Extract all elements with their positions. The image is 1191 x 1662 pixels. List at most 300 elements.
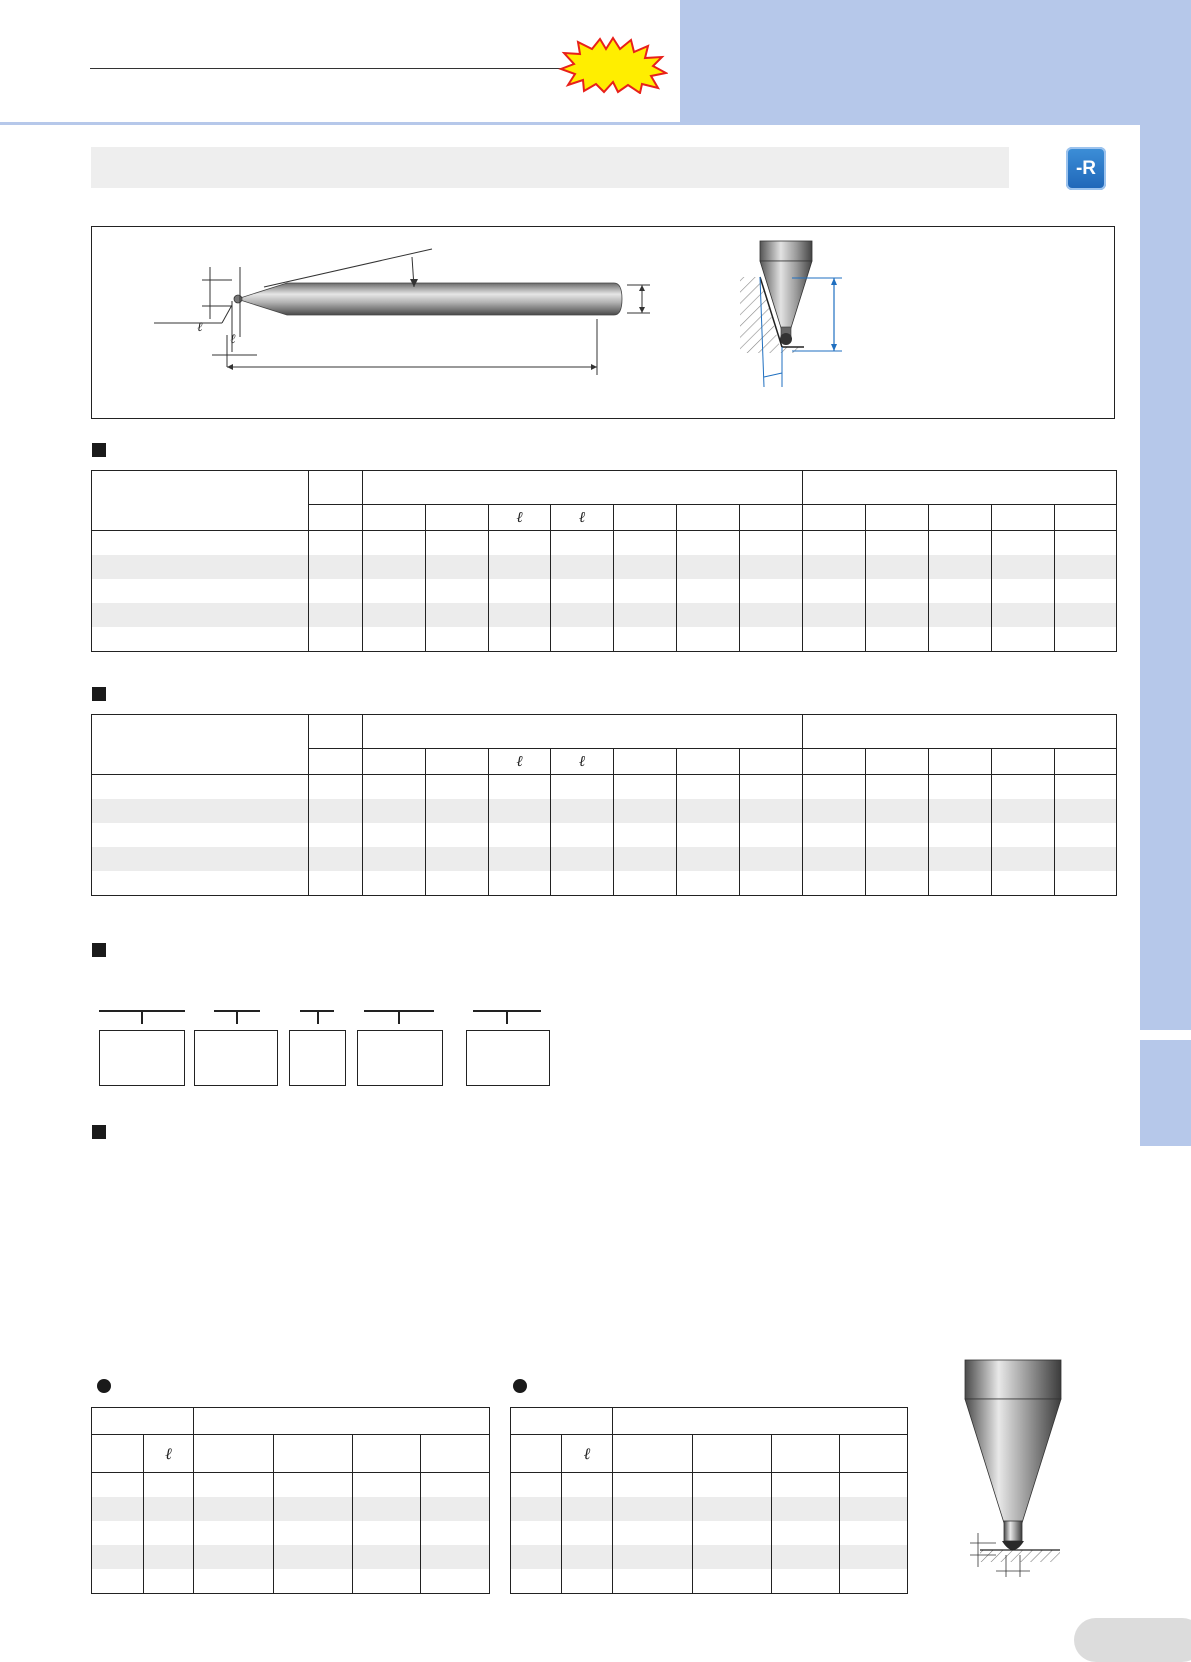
table-row bbox=[511, 1545, 908, 1569]
table-cell bbox=[992, 871, 1055, 896]
table-cell bbox=[693, 1569, 772, 1594]
conditions-sub-header bbox=[92, 1435, 144, 1473]
sub-header bbox=[363, 505, 426, 531]
table-cell bbox=[309, 871, 363, 896]
conditions-sub-header bbox=[772, 1435, 840, 1473]
table-cell bbox=[562, 1521, 613, 1545]
length-symbol-upper: ℓ bbox=[197, 320, 203, 335]
code-segment-tick bbox=[236, 1010, 238, 1024]
table-cell bbox=[740, 871, 803, 896]
conditions-sub-header bbox=[194, 1435, 274, 1473]
table-cell bbox=[363, 775, 426, 800]
table-cell bbox=[740, 579, 803, 603]
sub-header-length: ℓ bbox=[489, 505, 551, 531]
conditions-sub-header bbox=[421, 1435, 490, 1473]
table-cell bbox=[772, 1521, 840, 1545]
header-accent-panel bbox=[680, 0, 1191, 124]
table-cell bbox=[144, 1545, 194, 1569]
table-cell bbox=[614, 799, 677, 823]
conditions-bullet-1 bbox=[97, 1379, 111, 1393]
table-cell bbox=[194, 1521, 274, 1545]
table-cell bbox=[840, 1521, 908, 1545]
table-cell bbox=[803, 799, 866, 823]
table-cell bbox=[92, 799, 309, 823]
table-cell bbox=[353, 1521, 421, 1545]
table-cell bbox=[803, 823, 866, 847]
code-segment-box bbox=[99, 1030, 185, 1086]
table-cell bbox=[866, 531, 929, 556]
table-cell bbox=[562, 1569, 613, 1594]
table-cell bbox=[840, 1545, 908, 1569]
table-cell bbox=[929, 823, 992, 847]
product-title-bar bbox=[91, 147, 1009, 188]
table-cell bbox=[489, 531, 551, 556]
code-segment-tick bbox=[141, 1010, 143, 1024]
table-cell bbox=[144, 1521, 194, 1545]
col-header-product bbox=[92, 715, 309, 775]
header-underline bbox=[0, 122, 1140, 125]
table-cell bbox=[803, 555, 866, 579]
table-cell bbox=[426, 627, 489, 652]
table-cell bbox=[309, 823, 363, 847]
sub-header bbox=[363, 749, 426, 775]
table-cell bbox=[511, 1569, 562, 1594]
table-cell bbox=[551, 799, 614, 823]
table-cell bbox=[929, 799, 992, 823]
table-cell bbox=[677, 799, 740, 823]
table-cell bbox=[489, 775, 551, 800]
code-segment-tick bbox=[398, 1010, 400, 1024]
section-marker-1 bbox=[92, 443, 106, 457]
col-header-stock bbox=[309, 715, 363, 749]
table-cell bbox=[992, 579, 1055, 603]
sub-header bbox=[866, 505, 929, 531]
table-cell bbox=[363, 603, 426, 627]
table-cell bbox=[992, 555, 1055, 579]
table-cell bbox=[772, 1545, 840, 1569]
table-cell bbox=[693, 1545, 772, 1569]
table-cell bbox=[1055, 871, 1117, 896]
table-cell bbox=[803, 847, 866, 871]
table-cell bbox=[194, 1497, 274, 1521]
table-row bbox=[92, 1545, 490, 1569]
sub-header bbox=[803, 749, 866, 775]
table-cell bbox=[551, 823, 614, 847]
table-cell bbox=[677, 531, 740, 556]
table-cell bbox=[511, 1545, 562, 1569]
conditions-group-header bbox=[613, 1408, 908, 1435]
conditions-sub-header bbox=[353, 1435, 421, 1473]
table-cell bbox=[866, 603, 929, 627]
table-cell bbox=[489, 799, 551, 823]
table-cell bbox=[363, 531, 426, 556]
table-cell bbox=[1055, 627, 1117, 652]
code-segment-tick bbox=[317, 1010, 319, 1024]
side-index-tab-secondary[interactable] bbox=[1140, 1040, 1191, 1146]
table-row bbox=[511, 1473, 908, 1498]
table-cell bbox=[421, 1569, 490, 1594]
table-cell bbox=[677, 555, 740, 579]
table-cell bbox=[866, 775, 929, 800]
sub-header bbox=[426, 749, 489, 775]
table-cell bbox=[693, 1497, 772, 1521]
side-index-tab[interactable] bbox=[1140, 124, 1191, 1030]
table-cell bbox=[309, 775, 363, 800]
new-badge-starburst bbox=[558, 36, 668, 94]
table-row bbox=[92, 579, 1117, 603]
spec-table-1 bbox=[91, 470, 1117, 652]
table-cell bbox=[426, 603, 489, 627]
table-cell bbox=[421, 1473, 490, 1498]
table-cell bbox=[363, 627, 426, 652]
table-cell bbox=[551, 775, 614, 800]
table-cell bbox=[677, 627, 740, 652]
sub-header bbox=[992, 749, 1055, 775]
table-cell bbox=[309, 531, 363, 556]
table-cell bbox=[740, 799, 803, 823]
table-cell bbox=[92, 775, 309, 800]
table-cell bbox=[426, 871, 489, 896]
table-row bbox=[92, 1569, 490, 1594]
table-cell bbox=[613, 1569, 693, 1594]
table-cell bbox=[426, 799, 489, 823]
table-cell bbox=[562, 1497, 613, 1521]
sub-header bbox=[740, 505, 803, 531]
sub-header-length: ℓ bbox=[551, 749, 614, 775]
spec-table-1-body bbox=[92, 531, 1117, 652]
code-segment-box bbox=[289, 1030, 346, 1086]
coating-badge-label: -R bbox=[1075, 158, 1097, 179]
table-cell bbox=[92, 555, 309, 579]
table-cell bbox=[1055, 603, 1117, 627]
sub-header bbox=[614, 505, 677, 531]
table-cell bbox=[562, 1473, 613, 1498]
table-cell bbox=[551, 603, 614, 627]
table-row bbox=[92, 871, 1117, 896]
table-cell bbox=[613, 1497, 693, 1521]
table-cell bbox=[693, 1521, 772, 1545]
table-cell bbox=[92, 603, 309, 627]
page-number-pill bbox=[1074, 1618, 1191, 1662]
table-row bbox=[92, 627, 1117, 652]
table-cell bbox=[803, 579, 866, 603]
table-cell bbox=[929, 627, 992, 652]
sub-header bbox=[740, 749, 803, 775]
table-cell bbox=[677, 847, 740, 871]
table-cell bbox=[309, 799, 363, 823]
spec-table-2 bbox=[91, 714, 1117, 896]
conditions-table-1 bbox=[91, 1407, 490, 1594]
table-cell bbox=[614, 871, 677, 896]
tool-dimension-drawing bbox=[92, 227, 1114, 418]
table-cell bbox=[614, 603, 677, 627]
sub-header bbox=[992, 505, 1055, 531]
table-cell bbox=[92, 579, 309, 603]
table-cell bbox=[363, 847, 426, 871]
table-row bbox=[92, 1473, 490, 1498]
table-cell bbox=[551, 871, 614, 896]
table-cell bbox=[613, 1545, 693, 1569]
col-group-dimensions bbox=[363, 471, 803, 505]
conditions-table-2 bbox=[510, 1407, 908, 1594]
table-cell bbox=[1055, 799, 1117, 823]
table-cell bbox=[740, 823, 803, 847]
table-cell bbox=[992, 603, 1055, 627]
table-cell bbox=[92, 1521, 144, 1545]
table-cell bbox=[613, 1521, 693, 1545]
table-cell bbox=[1055, 555, 1117, 579]
table-cell bbox=[363, 579, 426, 603]
table-cell bbox=[1055, 847, 1117, 871]
table-cell bbox=[840, 1497, 908, 1521]
table-cell bbox=[363, 823, 426, 847]
table-cell bbox=[929, 555, 992, 579]
table-cell bbox=[740, 531, 803, 556]
table-cell bbox=[929, 847, 992, 871]
table-cell bbox=[92, 1545, 144, 1569]
col-group-availability bbox=[803, 471, 1117, 505]
table-cell bbox=[489, 823, 551, 847]
table-cell bbox=[614, 823, 677, 847]
table-row bbox=[92, 531, 1117, 556]
col-header-product bbox=[92, 471, 309, 531]
table-cell bbox=[511, 1473, 562, 1498]
table-cell bbox=[803, 775, 866, 800]
table-cell bbox=[92, 823, 309, 847]
table-cell bbox=[363, 799, 426, 823]
section-marker-2 bbox=[92, 687, 106, 701]
table-cell bbox=[693, 1473, 772, 1498]
conditions-table-1-body bbox=[92, 1473, 490, 1594]
tool-tip-illustration bbox=[960, 1355, 1090, 1595]
table-cell bbox=[421, 1521, 490, 1545]
table-cell bbox=[992, 823, 1055, 847]
table-cell bbox=[421, 1545, 490, 1569]
table-cell bbox=[92, 531, 309, 556]
table-cell bbox=[144, 1473, 194, 1498]
table-cell bbox=[144, 1497, 194, 1521]
table-cell bbox=[274, 1473, 353, 1498]
table-cell bbox=[840, 1569, 908, 1594]
sub-header-length: ℓ bbox=[551, 505, 614, 531]
sub-header bbox=[309, 505, 363, 531]
sub-header bbox=[803, 505, 866, 531]
table-row bbox=[92, 1521, 490, 1545]
table-row bbox=[92, 775, 1117, 800]
sub-header bbox=[929, 505, 992, 531]
table-cell bbox=[992, 775, 1055, 800]
conditions-group-header bbox=[92, 1408, 194, 1435]
col-group-dimensions bbox=[363, 715, 803, 749]
table-cell bbox=[426, 775, 489, 800]
table-cell bbox=[511, 1521, 562, 1545]
table-cell bbox=[772, 1497, 840, 1521]
table-cell bbox=[803, 531, 866, 556]
table-cell bbox=[489, 555, 551, 579]
conditions-sub-header bbox=[274, 1435, 353, 1473]
table-cell bbox=[740, 775, 803, 800]
code-segment-tick bbox=[506, 1010, 508, 1024]
sub-header bbox=[677, 749, 740, 775]
table-cell bbox=[309, 603, 363, 627]
table-cell bbox=[866, 799, 929, 823]
table-row bbox=[92, 1497, 490, 1521]
table-cell bbox=[353, 1497, 421, 1521]
table-cell bbox=[740, 555, 803, 579]
table-cell bbox=[866, 871, 929, 896]
table-cell bbox=[363, 871, 426, 896]
table-cell bbox=[992, 799, 1055, 823]
tool-cone-detail-view bbox=[740, 241, 842, 387]
sub-header bbox=[1055, 505, 1117, 531]
table-cell bbox=[866, 555, 929, 579]
table-cell bbox=[194, 1473, 274, 1498]
table-cell bbox=[426, 579, 489, 603]
conditions-sub-header bbox=[613, 1435, 693, 1473]
table-cell bbox=[92, 627, 309, 652]
tool-side-view bbox=[154, 249, 650, 375]
table-cell bbox=[551, 847, 614, 871]
table-cell bbox=[803, 603, 866, 627]
conditions-sub-header-length: ℓ bbox=[562, 1435, 613, 1473]
table-row bbox=[92, 603, 1117, 627]
table-row bbox=[92, 847, 1117, 871]
table-cell bbox=[614, 555, 677, 579]
table-cell bbox=[551, 579, 614, 603]
table-cell bbox=[614, 531, 677, 556]
table-cell bbox=[677, 823, 740, 847]
table-cell bbox=[489, 603, 551, 627]
table-cell bbox=[274, 1545, 353, 1569]
table-cell bbox=[677, 871, 740, 896]
table-cell bbox=[1055, 579, 1117, 603]
conditions-sub-header bbox=[693, 1435, 772, 1473]
col-header-stock bbox=[309, 471, 363, 505]
table-cell bbox=[929, 871, 992, 896]
table-cell bbox=[363, 555, 426, 579]
table-cell bbox=[144, 1569, 194, 1594]
table-cell bbox=[803, 871, 866, 896]
table-cell bbox=[866, 823, 929, 847]
table-cell bbox=[194, 1545, 274, 1569]
table-cell bbox=[309, 847, 363, 871]
sub-header bbox=[309, 749, 363, 775]
table-cell bbox=[614, 847, 677, 871]
section-marker-3 bbox=[92, 943, 106, 957]
table-cell bbox=[92, 1497, 144, 1521]
table-cell bbox=[740, 603, 803, 627]
table-cell bbox=[426, 531, 489, 556]
table-cell bbox=[92, 1569, 144, 1594]
table-cell bbox=[309, 579, 363, 603]
conditions-group-header bbox=[511, 1408, 613, 1435]
table-row bbox=[92, 799, 1117, 823]
code-segment-box bbox=[466, 1030, 550, 1086]
table-cell bbox=[677, 603, 740, 627]
table-cell bbox=[274, 1569, 353, 1594]
table-cell bbox=[866, 627, 929, 652]
table-cell bbox=[929, 775, 992, 800]
sub-header-length: ℓ bbox=[489, 749, 551, 775]
conditions-group-header bbox=[194, 1408, 490, 1435]
coating-badge bbox=[1066, 147, 1106, 190]
table-cell bbox=[92, 1473, 144, 1498]
header-rule bbox=[90, 68, 572, 69]
table-cell bbox=[309, 627, 363, 652]
table-cell bbox=[489, 871, 551, 896]
table-cell bbox=[551, 531, 614, 556]
table-cell bbox=[1055, 823, 1117, 847]
table-cell bbox=[992, 847, 1055, 871]
table-cell bbox=[840, 1473, 908, 1498]
sub-header bbox=[677, 505, 740, 531]
table-cell bbox=[1055, 531, 1117, 556]
table-cell bbox=[772, 1569, 840, 1594]
table-cell bbox=[992, 627, 1055, 652]
table-cell bbox=[489, 627, 551, 652]
conditions-sub-header-length: ℓ bbox=[144, 1435, 194, 1473]
table-cell bbox=[866, 579, 929, 603]
table-row bbox=[511, 1497, 908, 1521]
table-cell bbox=[511, 1497, 562, 1521]
table-cell bbox=[551, 627, 614, 652]
sub-header bbox=[866, 749, 929, 775]
conditions-sub-header bbox=[840, 1435, 908, 1473]
code-segment-box bbox=[357, 1030, 443, 1086]
table-cell bbox=[551, 555, 614, 579]
table-row bbox=[511, 1569, 908, 1594]
sub-header bbox=[1055, 749, 1117, 775]
table-cell bbox=[353, 1473, 421, 1498]
table-cell bbox=[740, 847, 803, 871]
table-cell bbox=[426, 823, 489, 847]
table-cell bbox=[353, 1545, 421, 1569]
table-row bbox=[511, 1521, 908, 1545]
table-cell bbox=[194, 1569, 274, 1594]
spec-table-2-body bbox=[92, 775, 1117, 896]
table-cell bbox=[92, 847, 309, 871]
section-marker-4 bbox=[92, 1125, 106, 1139]
table-cell bbox=[614, 627, 677, 652]
table-cell bbox=[274, 1497, 353, 1521]
table-cell bbox=[489, 847, 551, 871]
table-cell bbox=[740, 627, 803, 652]
conditions-bullet-2 bbox=[513, 1379, 527, 1393]
table-cell bbox=[677, 775, 740, 800]
code-segment-box bbox=[194, 1030, 278, 1086]
table-cell bbox=[426, 555, 489, 579]
table-cell bbox=[274, 1521, 353, 1545]
sub-header bbox=[614, 749, 677, 775]
table-cell bbox=[1055, 775, 1117, 800]
table-cell bbox=[929, 603, 992, 627]
table-row bbox=[92, 555, 1117, 579]
table-cell bbox=[677, 579, 740, 603]
table-cell bbox=[309, 555, 363, 579]
table-cell bbox=[772, 1473, 840, 1498]
table-cell bbox=[421, 1497, 490, 1521]
table-cell bbox=[489, 579, 551, 603]
table-cell bbox=[929, 579, 992, 603]
length-symbol-lower: ℓ bbox=[230, 332, 236, 347]
table-cell bbox=[353, 1569, 421, 1594]
table-cell bbox=[992, 531, 1055, 556]
table-cell bbox=[866, 847, 929, 871]
table-cell bbox=[426, 847, 489, 871]
tool-diagram-box bbox=[91, 226, 1115, 419]
table-cell bbox=[613, 1473, 693, 1498]
col-group-availability bbox=[803, 715, 1117, 749]
